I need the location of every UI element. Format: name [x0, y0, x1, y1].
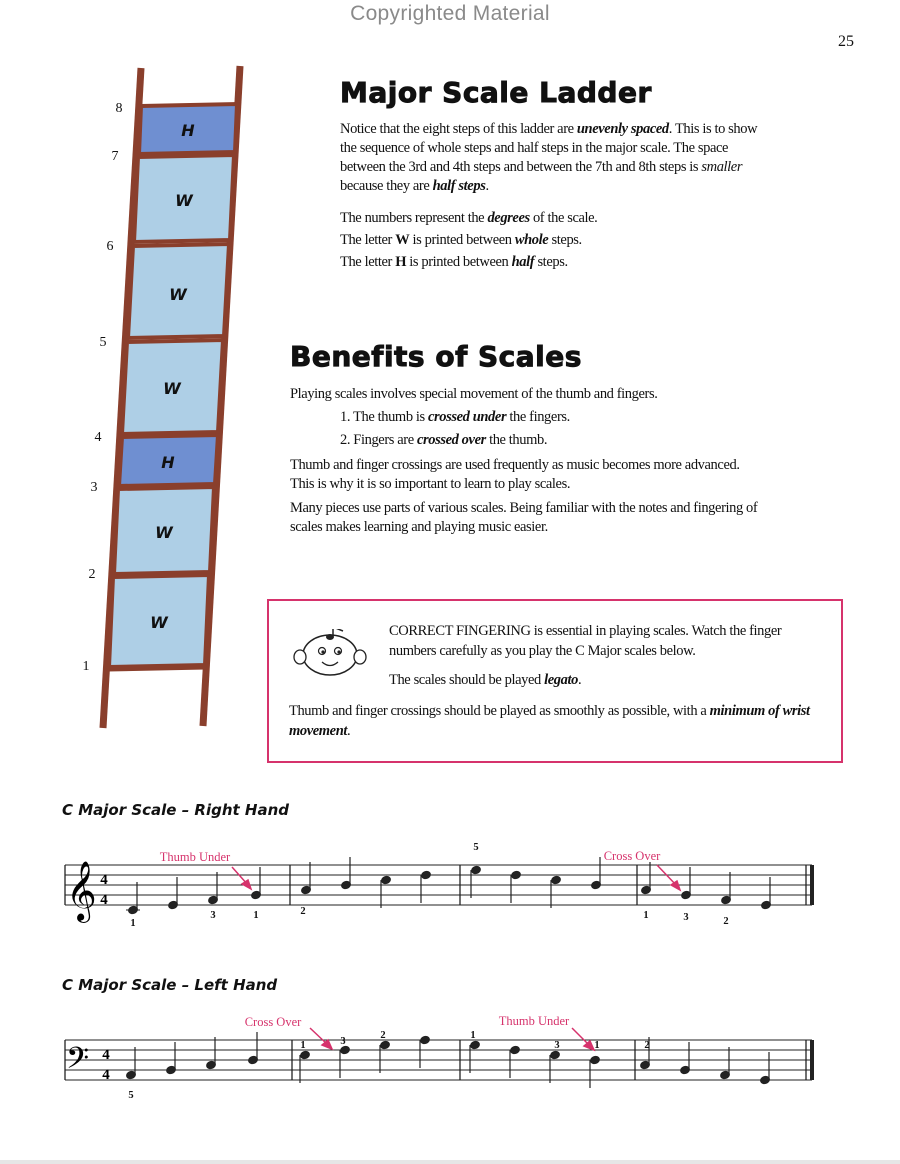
callout-paragraph-1: CORRECT FINGERING is essential in playing scales. Watch the finger numbers carefully as you play the C Major scales below. — [389, 623, 782, 659]
ladder-letter: W — [150, 613, 168, 632]
watermark: Copyrighted Material — [350, 2, 550, 25]
ladder-letter: W — [175, 191, 193, 210]
scale-ladder-illustration — [75, 60, 275, 740]
left-hand-staff — [60, 1010, 830, 1105]
finger-number: 1 — [130, 918, 136, 929]
finger-number: 3 — [210, 910, 216, 921]
ladder-degree: 2 — [88, 567, 96, 582]
right-hand-title: C Major Scale – Right Hand — [62, 801, 290, 819]
ladder-letter: W — [163, 379, 181, 398]
annotation-cross-over: Cross Over — [603, 849, 661, 863]
time-sig-bottom: 4 — [102, 1067, 110, 1083]
ladder-line-whole: The letter W is printed between whole steps. — [340, 232, 582, 248]
ladder-degree: 6 — [106, 239, 114, 254]
ladder-degree: 1 — [82, 659, 90, 674]
ladder-degree: 8 — [115, 101, 123, 116]
finger-number: 1 — [594, 1040, 600, 1051]
finger-number: 1 — [470, 1030, 476, 1041]
ladder-degree: 4 — [94, 430, 102, 445]
finger-number: 3 — [683, 912, 689, 923]
major-scale-ladder-title: Major Scale Ladder — [340, 76, 652, 109]
ladder-line-half: The letter H is printed between half steps. — [340, 254, 568, 270]
annotation-thumb-under: Thumb Under — [159, 850, 231, 864]
finger-number: 5 — [128, 1090, 134, 1101]
page-number: 25 — [838, 33, 854, 50]
finger-number: 1 — [300, 1040, 306, 1051]
smiling-face-icon — [289, 629, 371, 679]
time-sig-top: 4 — [100, 872, 108, 888]
right-hand-staff — [60, 840, 830, 935]
callout-paragraph-2: The scales should be played legato. — [389, 672, 582, 688]
ladder-letter: H — [181, 121, 195, 140]
finger-number: 3 — [340, 1036, 346, 1047]
ladder-degree: 3 — [90, 480, 98, 495]
finger-number: 2 — [644, 1040, 650, 1051]
finger-number: 2 — [723, 916, 729, 927]
annotation-thumb-under: Thumb Under — [498, 1014, 570, 1028]
treble-clef-icon: 𝄞 — [66, 861, 97, 921]
finger-number: 1 — [253, 910, 259, 921]
callout-paragraph-3: Thumb and finger crossings should be played as smoothly as possible, with a minimum of wrist movement. — [289, 703, 810, 739]
benefits-paragraph-2: Thumb and finger crossings are used frequently as music becomes more advanced. This is why it is so important to learn to play scales. — [290, 457, 740, 492]
benefits-paragraph-3: Many pieces use parts of various scales. Being familiar with the notes and fingering of scales makes learning and playing music easier. — [290, 500, 758, 535]
ladder-paragraph: Notice that the eight steps of this ladder are unevenly spaced. This is to show the sequence of whole steps and half steps in the major scale. The space between the 3rd and 4th steps and between the 7th and 8th steps is smaller because they are half steps. — [340, 121, 758, 194]
bass-clef-icon: 𝄢 — [66, 1042, 90, 1083]
ladder-letter: W — [169, 285, 187, 304]
finger-number: 1 — [643, 910, 649, 921]
finger-number: 2 — [300, 906, 306, 917]
benefits-text — [290, 385, 760, 546]
left-hand-title: C Major Scale – Left Hand — [62, 976, 278, 994]
finger-number: 5 — [473, 842, 479, 853]
benefits-title: Benefits of Scales — [290, 340, 582, 373]
fingering-callout — [267, 599, 843, 763]
benefits-intro: Playing scales involves special movement of the thumb and fingers. — [290, 386, 658, 402]
time-sig-top: 4 — [102, 1047, 110, 1063]
finger-number: 3 — [554, 1040, 560, 1051]
ladder-letter: W — [155, 523, 173, 542]
ladder-line-degrees: The numbers represent the degrees of the scale. — [340, 210, 598, 226]
ladder-description — [340, 120, 760, 272]
ladder-degree: 5 — [99, 335, 107, 350]
page-bottom-edge — [0, 1160, 900, 1164]
finger-number: 2 — [380, 1030, 386, 1041]
ladder-bottom-rung — [108, 667, 206, 669]
ladder-letter: H — [161, 453, 175, 472]
annotation-cross-over: Cross Over — [244, 1015, 302, 1029]
ladder-degree: 7 — [111, 149, 119, 164]
time-sig-bottom: 4 — [100, 892, 108, 908]
benefits-item-1: 1. The thumb is crossed under the fingers. — [340, 409, 570, 425]
benefits-item-2: 2. Fingers are crossed over the thumb. — [340, 432, 548, 448]
